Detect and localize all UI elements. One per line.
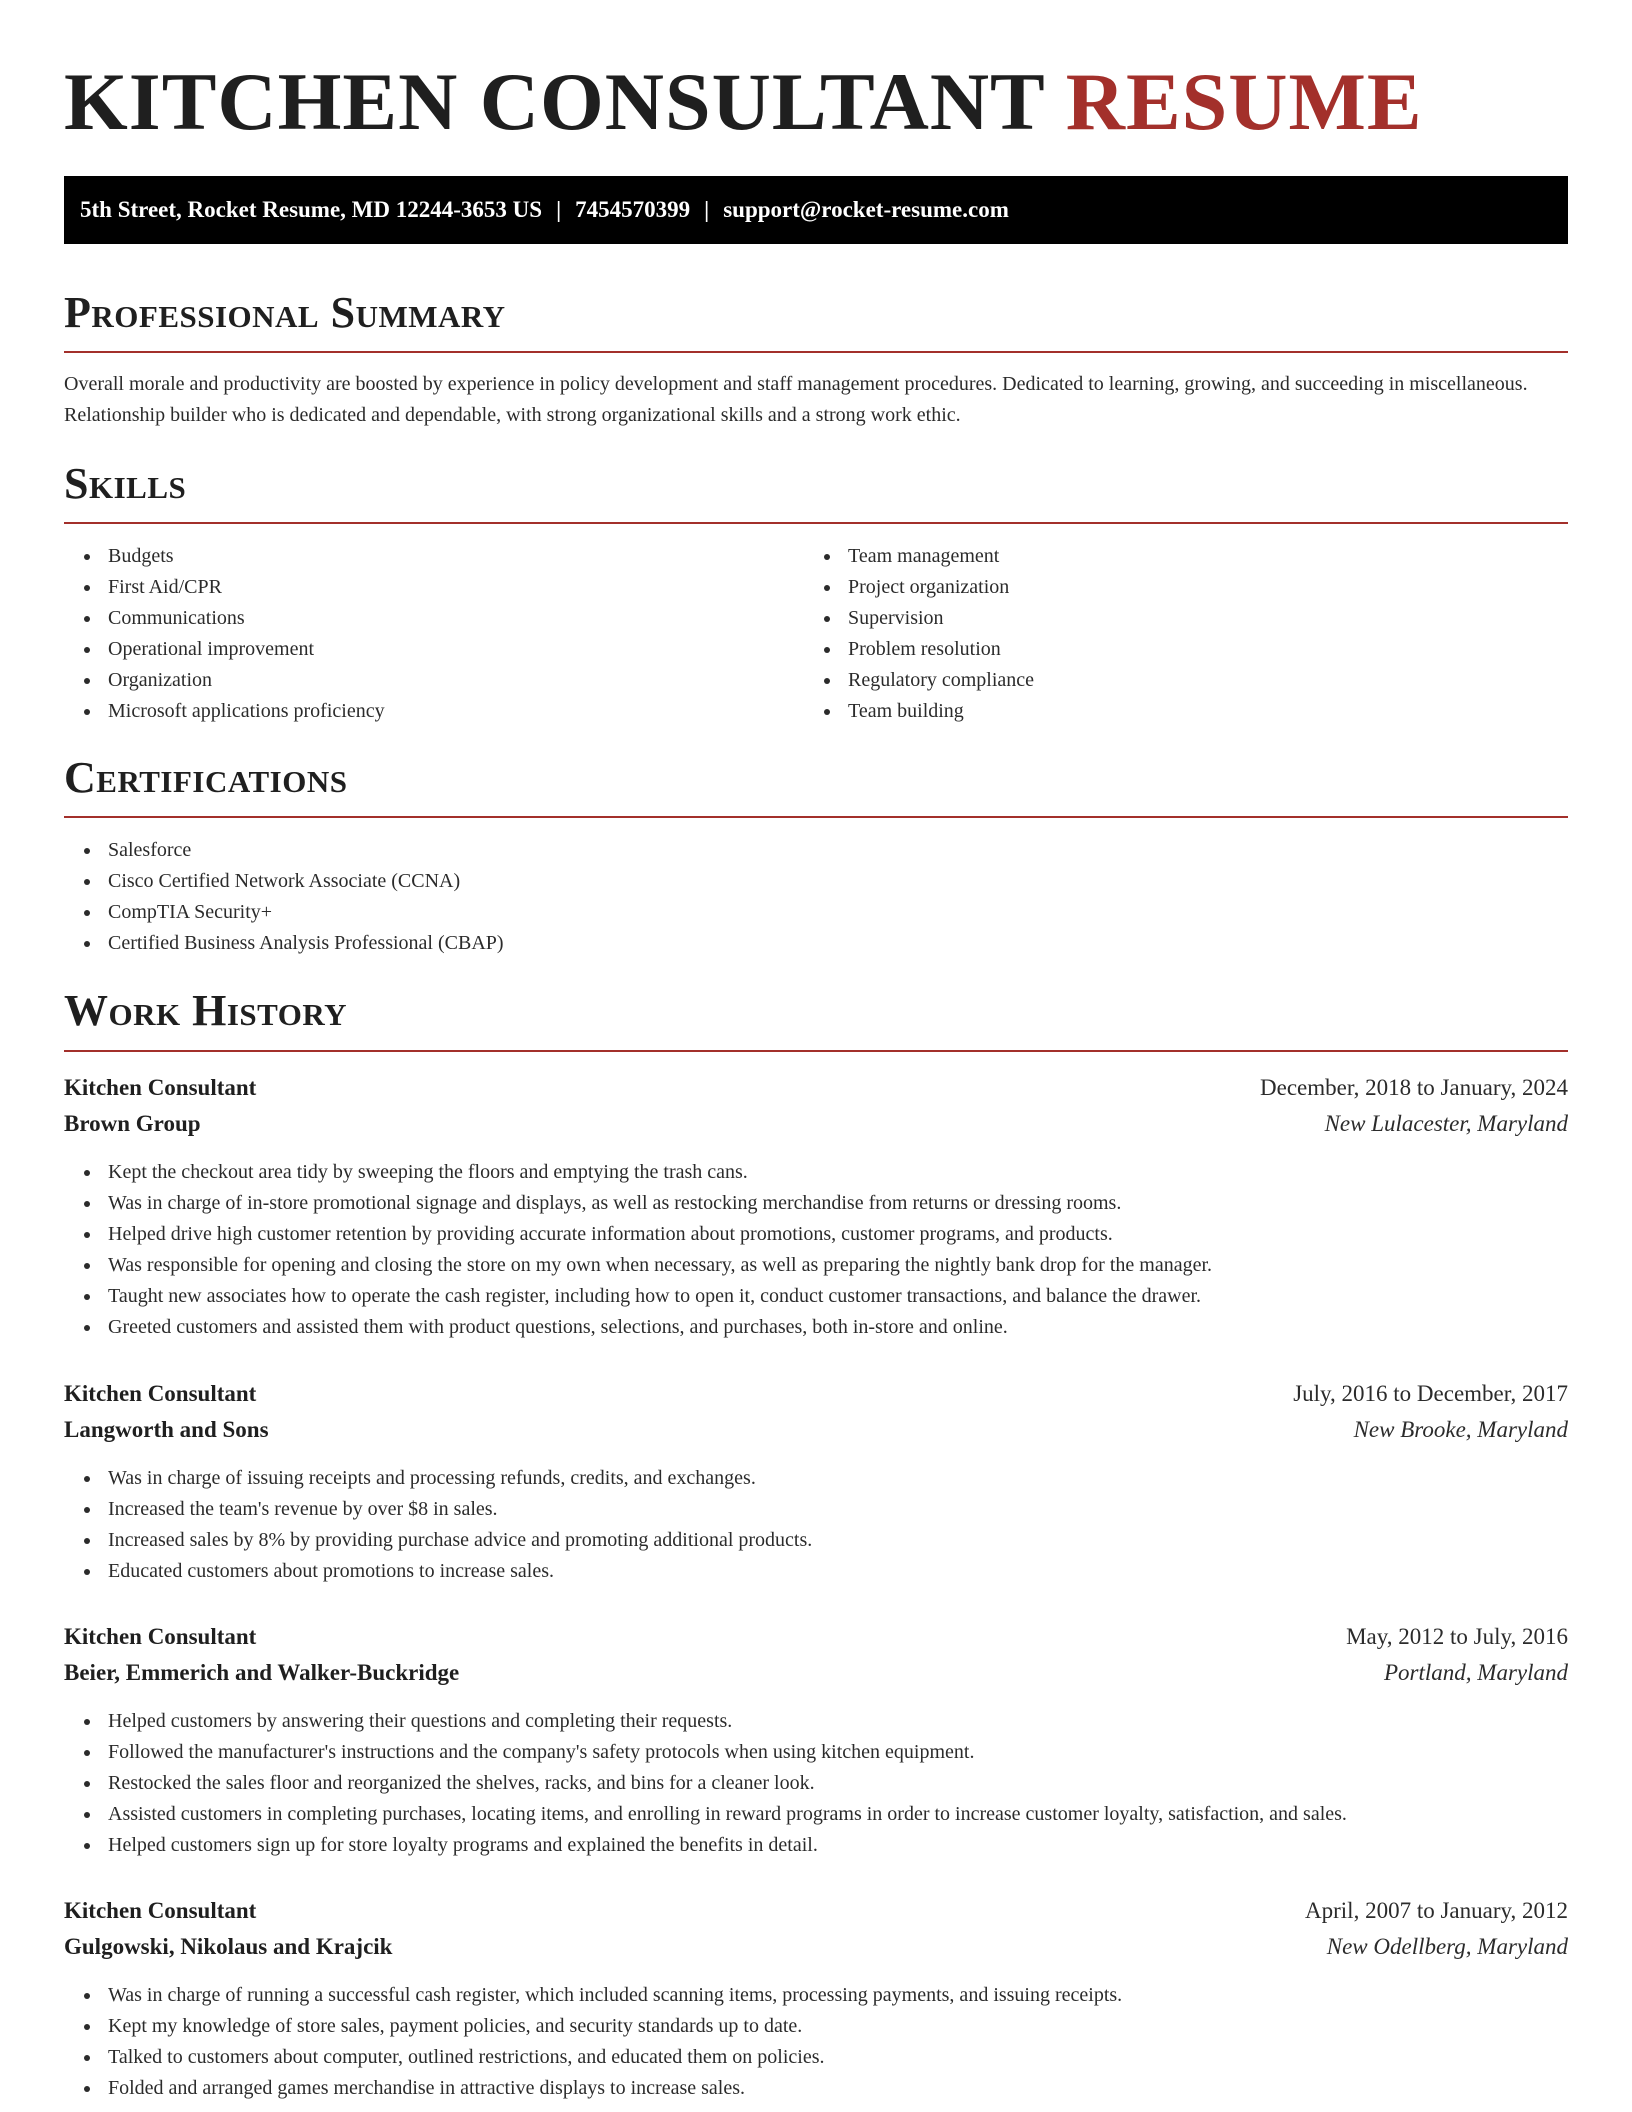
job-location: New Odellberg, Maryland (1326, 1934, 1568, 1959)
summary-heading: Professional Summary (64, 288, 506, 337)
certifications-list (64, 835, 504, 959)
certification-item: Cisco Certified Network Associate (CCNA) (108, 866, 504, 897)
skill-item: Microsoft applications proficiency (108, 696, 385, 727)
job-title: Kitchen Consultant (64, 1624, 257, 1649)
job-company: Langworth and Sons (64, 1417, 269, 1442)
job-duty: Was in charge of in-store promotional signage and displays, as well as restocking merchandise from returns or dressing rooms. (108, 1188, 1212, 1219)
job-dates: May, 2012 to July, 2016 (1346, 1624, 1568, 1649)
job-title: Kitchen Consultant (64, 1075, 257, 1100)
job-duty: Kept the checkout area tidy by sweeping the floors and emptying the trash cans. (108, 1157, 1212, 1188)
skill-item: Organization (108, 665, 385, 696)
job-dates: April, 2007 to January, 2012 (1305, 1898, 1568, 1923)
skill-item: Project organization (848, 572, 1034, 603)
skills-heading: Skills (64, 459, 187, 508)
skill-item: Operational improvement (108, 634, 385, 665)
job-company: Gulgowski, Nikolaus and Krajcik (64, 1934, 393, 1959)
job-header (64, 1376, 1568, 1448)
job-duty: Was in charge of issuing receipts and processing refunds, credits, and exchanges. (108, 1463, 812, 1494)
job-duties-list (64, 1980, 1122, 2104)
job-header (64, 1893, 1568, 1965)
job-duty: Helped drive high customer retention by providing accurate information about promotions, customer programs, and products. (108, 1219, 1212, 1250)
resume-title (64, 52, 1423, 152)
skill-item: First Aid/CPR (108, 572, 385, 603)
job-header (64, 1070, 1568, 1142)
job-duties-list (64, 1463, 812, 1587)
job-location: Portland, Maryland (1384, 1660, 1568, 1685)
job-duty: Greeted customers and assisted them with product questions, selections, and purchases, both in-store and online. (108, 1312, 1212, 1343)
job-duty: Assisted customers in completing purchases, locating items, and enrolling in reward programs in order to increase customer loyalty, satisfaction, and sales. (108, 1799, 1347, 1830)
skill-item: Regulatory compliance (848, 665, 1034, 696)
job-duty: Increased sales by 8% by providing purchase advice and promoting additional products. (108, 1525, 812, 1556)
job-duty: Restocked the sales floor and reorganized the shelves, racks, and bins for a cleaner look. (108, 1768, 1347, 1799)
contact-separator: | (704, 197, 710, 222)
job-company: Brown Group (64, 1111, 201, 1136)
job-duty: Was in charge of running a successful cash register, which included scanning items, processing payments, and issuing receipts. (108, 1980, 1122, 2011)
job-duty: Helped customers sign up for store loyalty programs and explained the benefits in detail. (108, 1830, 1347, 1861)
skill-item: Problem resolution (848, 634, 1034, 665)
job-header (64, 1619, 1568, 1691)
work-history-heading: Work History (64, 986, 348, 1035)
section-divider (64, 522, 1568, 524)
skill-item: Team building (848, 696, 1034, 727)
skills-list-left (64, 541, 385, 727)
job-duty: Taught new associates how to operate the cash register, including how to open it, conduct customer transactions, and balance the drawer. (108, 1281, 1212, 1312)
job-duty: Followed the manufacturer's instructions and the company's safety protocols when using kitchen equipment. (108, 1737, 1347, 1768)
job-company: Beier, Emmerich and Walker-Buckridge (64, 1660, 460, 1685)
job-duties-list (64, 1706, 1347, 1861)
job-duty: Educated customers about promotions to increase sales. (108, 1556, 812, 1587)
section-divider (64, 1050, 1568, 1052)
skill-item: Team management (848, 541, 1034, 572)
title-accent: RESUME (1065, 56, 1423, 147)
job-duties-list (64, 1157, 1212, 1343)
skill-item: Supervision (848, 603, 1034, 634)
job-duty: Kept my knowledge of store sales, payment policies, and security standards up to date. (108, 2011, 1122, 2042)
contact-bar (64, 176, 1568, 244)
contact-address: 5th Street, Rocket Resume, MD 12244-3653 US (80, 197, 543, 222)
certification-item: CompTIA Security+ (108, 897, 504, 928)
section-divider (64, 351, 1568, 353)
job-title: Kitchen Consultant (64, 1898, 257, 1923)
job-location: New Lulacester, Maryland (1324, 1111, 1568, 1136)
section-divider (64, 816, 1568, 818)
certification-item: Certified Business Analysis Professional (CBAP) (108, 928, 504, 959)
summary-text: Overall morale and productivity are boosted by experience in policy development and staff management procedures. Dedicated to learning, growing, and succeeding in miscellaneous. Relationship builder who is dedicated and dependable, with strong organizational skills and a strong work ethic. (64, 373, 1528, 426)
contact-email[interactable]: support@rocket-resume.com (723, 197, 1009, 222)
skills-list-right (804, 541, 1034, 727)
job-dates: December, 2018 to January, 2024 (1260, 1075, 1568, 1100)
job-duty: Helped customers by answering their questions and completing their requests. (108, 1706, 1347, 1737)
job-dates: July, 2016 to December, 2017 (1293, 1381, 1568, 1406)
job-duty: Was responsible for opening and closing the store on my own when necessary, as well as preparing the nightly bank drop for the manager. (108, 1250, 1212, 1281)
job-duty: Talked to customers about computer, outlined restrictions, and educated them on policies. (108, 2042, 1122, 2073)
skill-item: Budgets (108, 541, 385, 572)
certifications-heading: Certifications (64, 753, 348, 802)
job-location: New Brooke, Maryland (1353, 1417, 1568, 1442)
job-duty: Folded and arranged games merchandise in attractive displays to increase sales. (108, 2073, 1122, 2104)
contact-phone: 7454570399 (575, 197, 691, 222)
contact-separator: | (556, 197, 562, 222)
certification-item: Salesforce (108, 835, 504, 866)
job-title: Kitchen Consultant (64, 1381, 257, 1406)
skill-item: Communications (108, 603, 385, 634)
title-main: KITCHEN CONSULTANT (64, 56, 1045, 147)
job-duty: Increased the team's revenue by over $8 in sales. (108, 1494, 812, 1525)
